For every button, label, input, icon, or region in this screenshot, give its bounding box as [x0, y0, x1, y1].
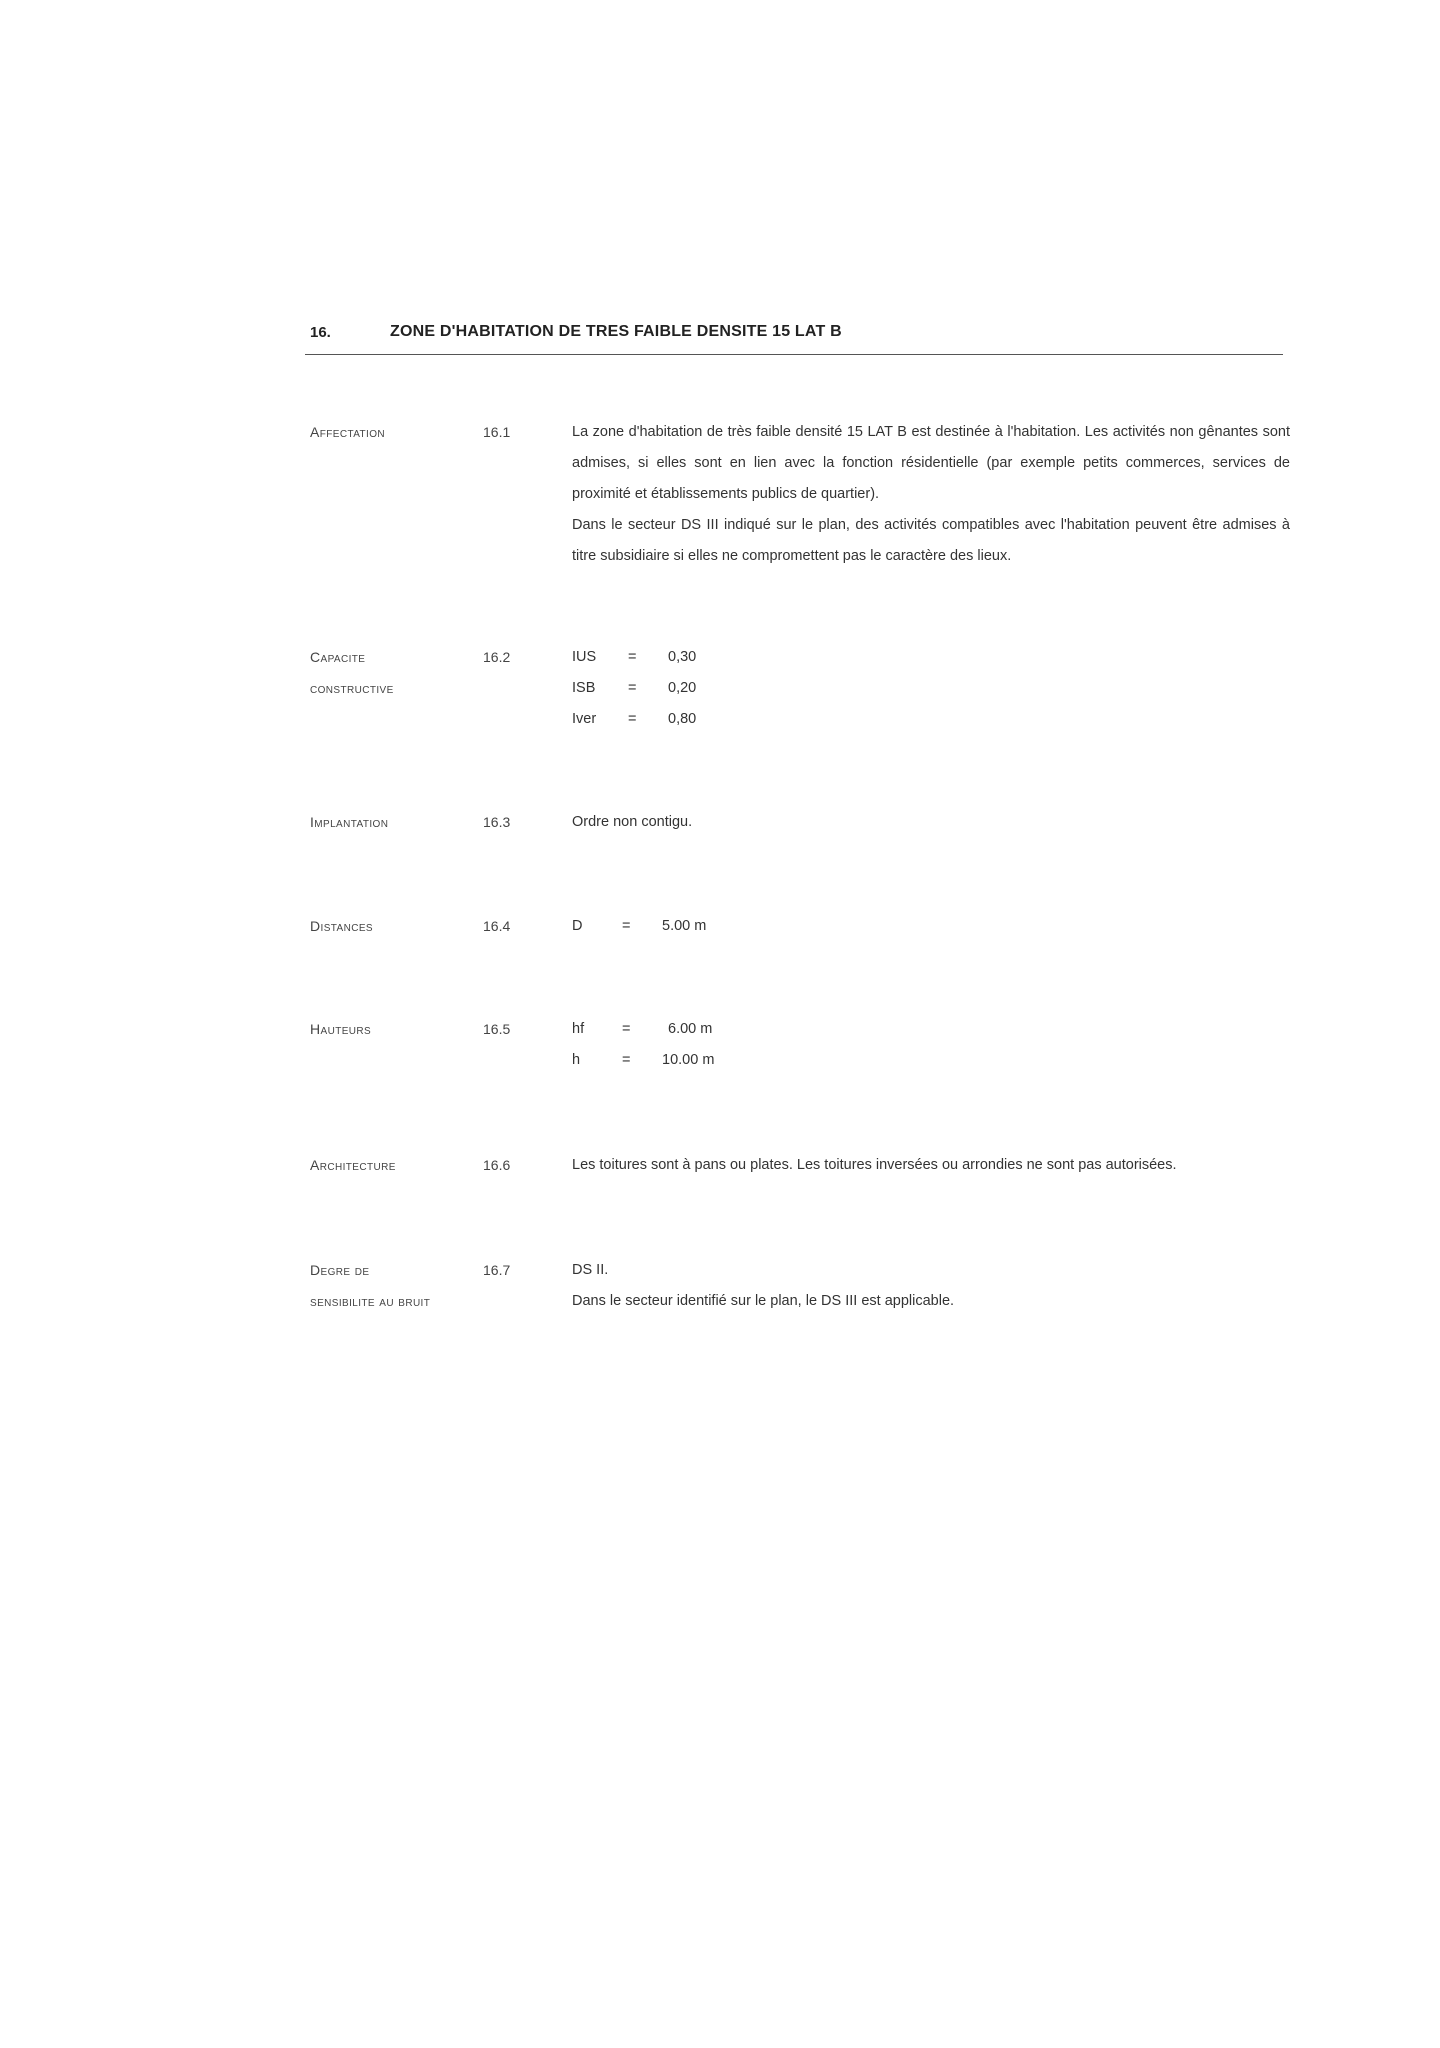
formula-value: 6.00 m — [668, 1021, 713, 1037]
hauteurs-number: 16.5 — [483, 1021, 511, 1037]
formula-value: 0,30 — [668, 649, 697, 665]
formula-equals: = — [622, 1021, 631, 1037]
implantation-number: 16.3 — [483, 814, 511, 830]
degre-label-line1: Degre de — [310, 1262, 370, 1278]
formula-key: IUS — [572, 649, 597, 665]
affectation-paragraph-1: La zone d'habitation de très faible densité 15 LAT B est destinée à l'habitation. Les activités non gênantes sont admises, si elles sont en lien avec la fonction résidentielle (par exemple petits commerces, services de proximité et établissements publics de quartier). — [572, 424, 1290, 502]
formula-key: h — [572, 1052, 581, 1068]
formula-row — [572, 911, 1290, 942]
degre-number: 16.7 — [483, 1262, 511, 1278]
formula-key: Iver — [572, 711, 597, 727]
capacite-number: 16.2 — [483, 649, 511, 665]
capacite-label-line2: constructive — [310, 680, 394, 696]
formula-equals: = — [622, 1052, 631, 1068]
formula-equals: = — [628, 680, 637, 696]
architecture-body: Les toitures sont à pans ou plates. Les toitures inversées ou arrondies ne sont pas autorisées. — [572, 1157, 1177, 1173]
hauteurs-label: Hauteurs — [310, 1021, 372, 1037]
formula-value: 10.00 m — [662, 1052, 715, 1068]
formula-value: 5.00 m — [662, 918, 707, 934]
distances-number: 16.4 — [483, 918, 511, 934]
capacite-body — [572, 642, 1290, 735]
capacite-label-line1: Capacite — [310, 649, 366, 665]
formula-row — [572, 642, 1290, 673]
formula-row — [572, 1045, 1290, 1076]
degre-line-1: DS II. — [572, 1262, 609, 1278]
affectation-number: 16.1 — [483, 424, 511, 440]
distances-body — [572, 911, 1290, 942]
formula-equals: = — [628, 649, 637, 665]
degre-body — [572, 1255, 1290, 1317]
formula-row — [572, 704, 1290, 735]
formula-row — [572, 1014, 1290, 1045]
affectation-body — [572, 417, 1290, 572]
architecture-label: Architecture — [310, 1157, 396, 1173]
affectation-label: Affectation — [310, 424, 386, 440]
degre-label — [310, 1255, 460, 1317]
implantation-body: Ordre non contigu. — [572, 814, 693, 830]
formula-row — [572, 673, 1290, 704]
formula-key: D — [572, 918, 583, 934]
degre-label-line2: sensibilite au bruit — [310, 1293, 431, 1309]
distances-label: Distances — [310, 918, 373, 934]
implantation-label: Implantation — [310, 814, 389, 830]
section-title: ZONE D'HABITATION DE TRES FAIBLE DENSITE 15 LAT B — [390, 323, 842, 340]
section-header — [305, 318, 1283, 355]
affectation-paragraph-2: Dans le secteur DS III indiqué sur le plan, des activités compatibles avec l'habitation peuvent être admises à titre subsidiaire si elles ne compromettent pas le caractère des lieux. — [572, 517, 1290, 564]
section-number: 16. — [310, 324, 331, 341]
formula-value: 0,20 — [668, 680, 697, 696]
formula-value: 0,80 — [668, 711, 697, 727]
architecture-number: 16.6 — [483, 1157, 511, 1173]
formula-equals: = — [628, 711, 637, 727]
degre-line-2: Dans le secteur identifié sur le plan, le DS III est applicable. — [572, 1293, 955, 1309]
formula-key: ISB — [572, 680, 596, 696]
formula-key: hf — [572, 1021, 585, 1037]
formula-equals: = — [622, 918, 631, 934]
hauteurs-body — [572, 1014, 1290, 1076]
capacite-label — [310, 642, 460, 704]
